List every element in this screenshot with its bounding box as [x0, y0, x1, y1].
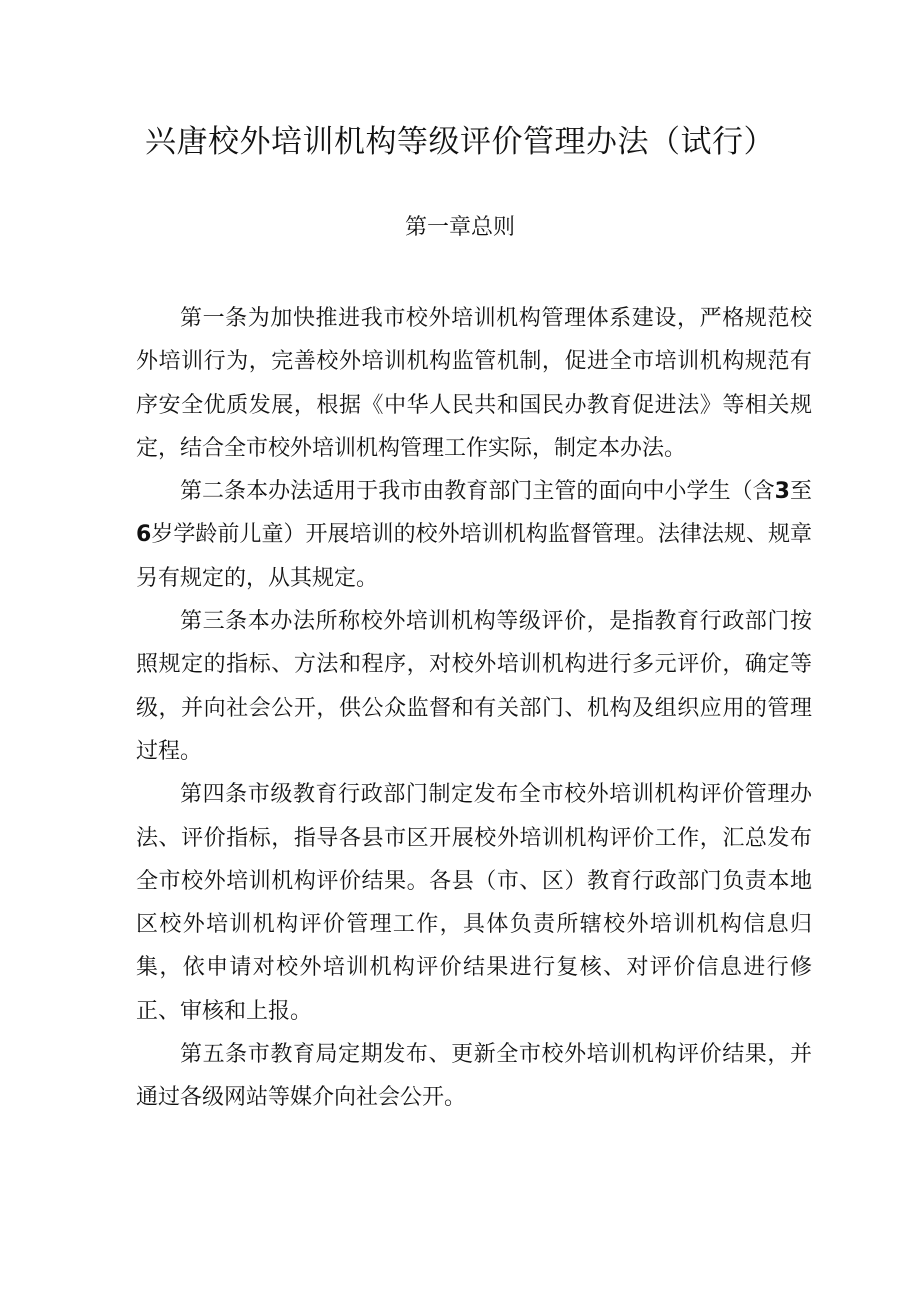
article-5-paragraph: 第五条市教育局定期发布、更新全市校外培训机构评价结果，并通过各级网站等媒介向社会公开。: [136, 1042, 812, 1111]
age-min-number: 3: [774, 479, 790, 505]
article-3-paragraph: 第三条本办法所称校外培训机构等级评价，是指教育行政部门按照规定的指标、方法和程序，对校外培训机构进行多元评价，确定等级，并向社会公开，供公众监督和有关部门、机构及组织应用的管理过程。: [136, 609, 812, 764]
document-title: 兴唐校外培训机构等级评价管理办法（试行）: [145, 124, 775, 160]
article-2-text-to: 至: [789, 479, 812, 505]
chapter-title: 第一章总则: [404, 215, 515, 240]
article-2-paragraph: [136, 470, 812, 600]
document-body: [136, 297, 812, 1120]
article-2-text-start: 第二条本办法适用于我市由教育部门主管的面向中小学生（含: [180, 479, 775, 505]
article-2-text-end: 岁学龄前儿童）开展培训的校外培训机构监督管理。法律法规、规章另有规定的，从其规定。: [136, 522, 812, 591]
age-max-number: 6: [136, 522, 152, 548]
article-1-paragraph: 第一条为加快推进我市校外培训机构管理体系建设，严格规范校外培训行为，完善校外培训机构监管机制，促进全市培训机构规范有序安全优质发展，根据《中华人民共和国民办教育促进法》等相关规定，结合全市校外培训机构管理工作实际，制定本办法。: [136, 306, 812, 461]
article-4-paragraph: 第四条市级教育行政部门制定发布全市校外培训机构评价管理办法、评价指标，指导各县市区开展校外培训机构评价工作，汇总发布全市校外培训机构评价结果。各县（市、区）教育行政部门负责本地区校外培训机构评价管理工作，具体负责所辖校外培训机构信息归集，依申请对校外培训机构评价结果进行复核、对评价信息进行修正、审核和上报。: [136, 782, 812, 1024]
